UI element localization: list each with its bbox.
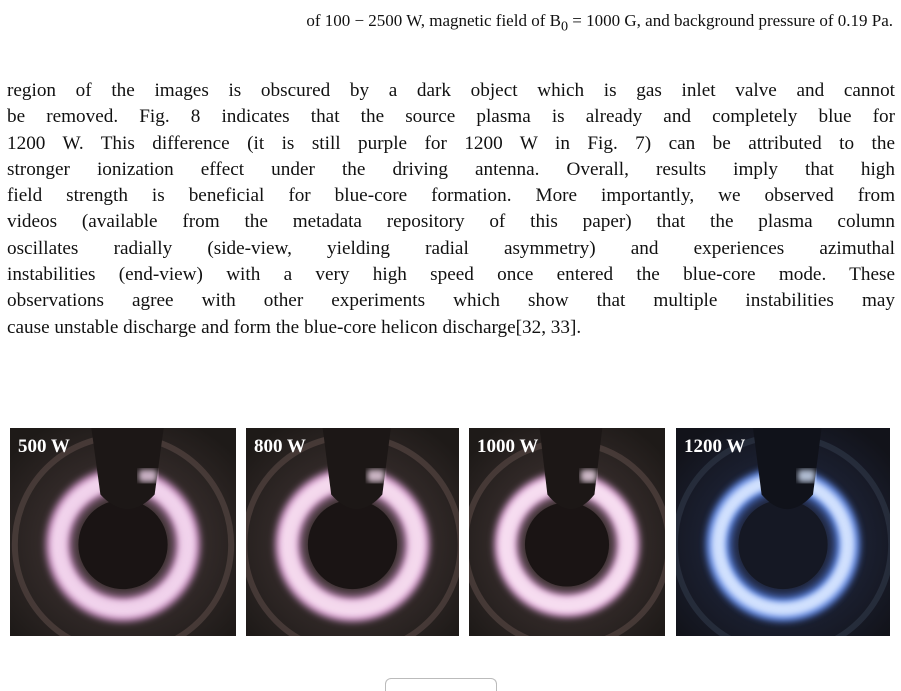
caption-subscript: 0 (560, 18, 569, 35)
plasma-photo-800w (246, 428, 459, 636)
plasma-ring-image (676, 428, 890, 636)
photo-label: 500 W (18, 436, 70, 457)
valve-reflection (139, 470, 157, 482)
caption-text-rest: = 1000 G, and background pressure of 0.19 Pa. (568, 11, 893, 30)
plasma-ring-image (10, 428, 236, 636)
paragraph-line: observations agree with other experiments which show that multiple instabilities may (7, 290, 895, 312)
paragraph-line: oscillates radially (side-view, yielding radial asymmetry) and experiences azimuthal (7, 237, 895, 259)
photo-label: 800 W (254, 436, 306, 457)
plasma-ring-image (246, 428, 459, 636)
photo-label: 1200 W (684, 436, 746, 457)
paragraph-line: videos (available from the metadata repository of this paper) that the plasma column (7, 211, 895, 233)
plasma-dark-core (738, 500, 827, 589)
page-footer-mark (385, 678, 497, 691)
paragraph-line: be removed. Fig. 8 indicates that the source plasma is already and completely blue for (7, 106, 895, 128)
plasma-photo-1000w (469, 428, 665, 636)
plasma-photo-500w (10, 428, 236, 636)
paragraph-line: field strength is beneficial for blue-core formation. More importantly, we observed from (7, 185, 895, 207)
photo-label: 1000 W (477, 436, 539, 457)
figure-caption-tail (0, 10, 893, 37)
plasma-dark-core (308, 500, 397, 589)
paragraph-line: region of the images is obscured by a dark object which is gas inlet valve and cannot (7, 80, 895, 101)
caption-text: of 100 − 2500 W, magnetic field of B (306, 11, 561, 30)
valve-reflection (798, 470, 815, 482)
paragraph-line: cause unstable discharge and form the blue-core helicon discharge[32, 33]. (7, 316, 582, 338)
plasma-dark-core (525, 502, 609, 586)
plasma-photo-1200w (676, 428, 890, 636)
valve-reflection (367, 470, 384, 482)
paragraph-line: instabilities (end-view) with a very high speed once entered the blue-core mode. These (7, 264, 895, 286)
paragraph-line: stronger ionization effect under the driving antenna. Overall, results imply that high (7, 158, 895, 180)
paragraph-line: 1200 W. This difference (it is still purple for 1200 W in Fig. 7) can be attributed to the (7, 132, 895, 154)
plasma-ring-image (469, 428, 665, 636)
figure-photo-row (10, 428, 890, 636)
valve-reflection (581, 470, 597, 482)
plasma-dark-core (78, 500, 167, 589)
body-paragraph (7, 78, 895, 341)
